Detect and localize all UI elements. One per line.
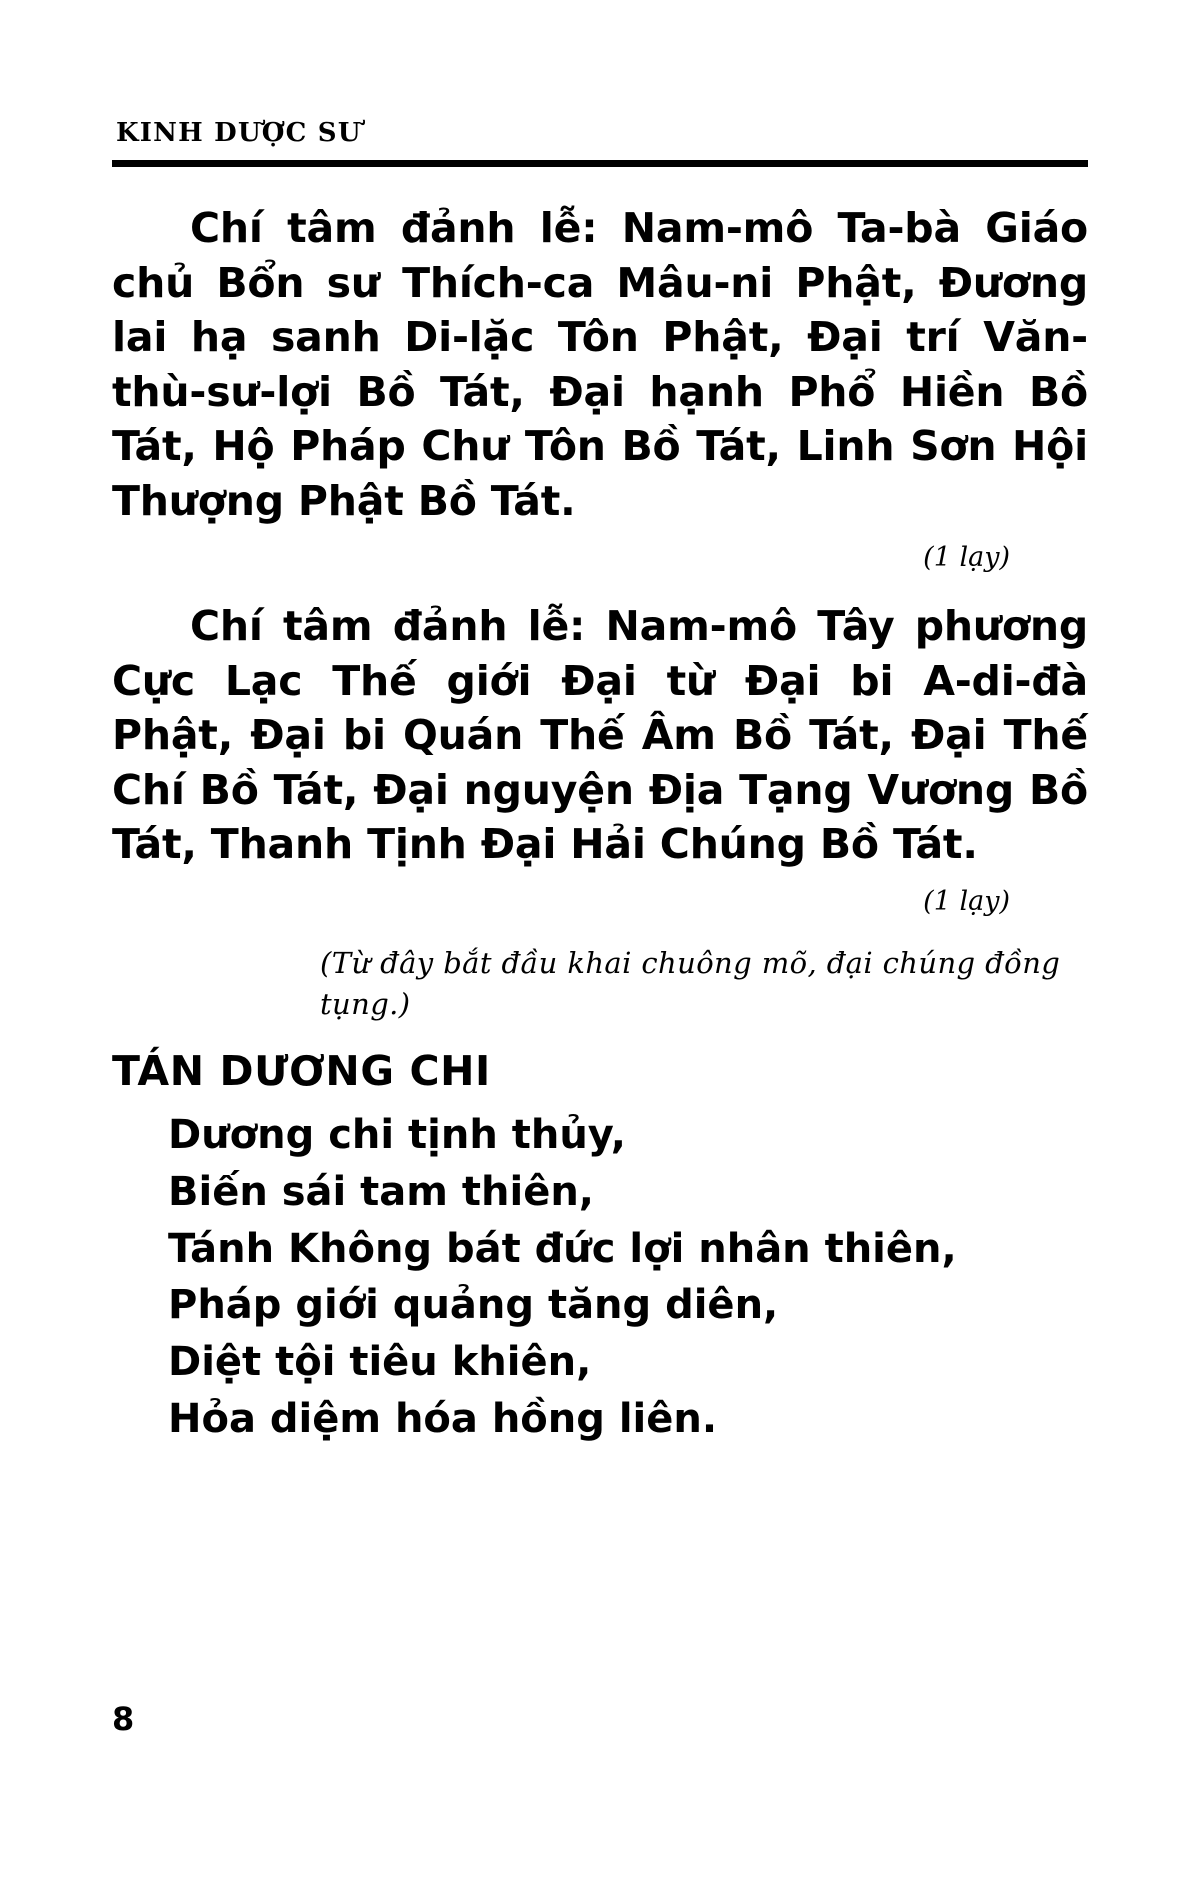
running-head: KINH DƯỢC SƯ [116,118,362,148]
verse-line: Biến sái tam thiên, [168,1168,594,1215]
paragraph-homage-sakyamuni: Chí tâm đảnh lễ: Nam-mô Ta-bà Giáo chủ Bổn sư Thích-ca Mâu-ni Phật, Đương lai hạ sanh Di-lặc Tôn Phật, Đại trí Văn-thù-sư-lợi Bồ Tát, Đại hạnh Phổ Hiền Bồ Tát, Hộ Pháp Chư Tôn Bồ Tát, Linh Sơn Hội Thượng Phật Bồ Tát. [112,204,1088,525]
paragraph-homage-amitabha: Chí tâm đảnh lễ: Nam-mô Tây phương Cực Lạc Thế giới Đại từ Đại bi A-di-đà Phật, Đại bi Quán Thế Âm Bồ Tát, Đại Thế Chí Bồ Tát, Đại nguyện Địa Tạng Vương Bồ Tát, Thanh Tịnh Đại Hải Chúng Bồ Tát. [112,602,1088,869]
bow-note-second: (1 lạy) [923,885,1010,917]
verse-block [112,1107,1088,1448]
page-content [112,120,1088,1448]
bow-note-first: (1 lạy) [923,542,1010,574]
stage-direction-note: (Từ đây bắt đầu khai chuông mõ, đại chúng đồng tụng.) [320,945,1061,1021]
verse-line: Dương chi tịnh thủy, [168,1112,626,1159]
verse-line: Hỏa diệm hóa hồng liên. [168,1396,718,1442]
header-rule [112,160,1088,167]
verse-line: Pháp giới quảng tăng diên, [168,1282,779,1329]
verse-line: Tánh Không bát đức lợi nhân thiên, [168,1225,957,1272]
section-title-tan-duong-chi: TÁN DƯƠNG CHI [112,1047,491,1096]
verse-line: Diệt tội tiêu khiên, [168,1339,592,1386]
page-number: 8 [112,1700,135,1738]
